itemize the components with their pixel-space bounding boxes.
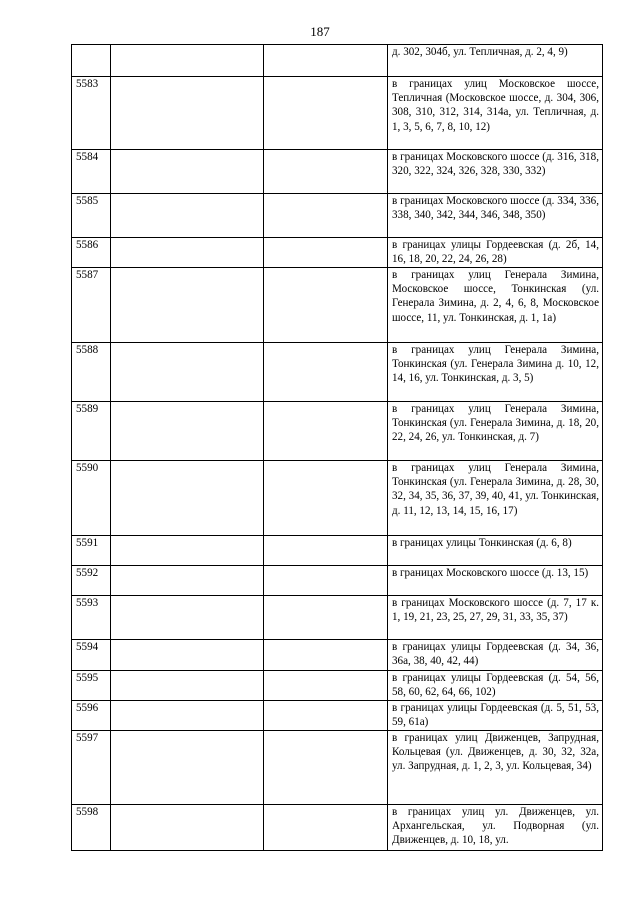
station-number: 5584 [72,150,111,194]
station-number: 5585 [72,194,111,238]
table-row [72,596,603,640]
empty-cell [111,596,264,640]
boundary-description: в границах улиц Генерала Зимина, Тонкинская (ул. Генерала Зимина, д. 18, 20, 22, 24, 26, ул. Тонкинская, д. 7) [388,402,603,461]
table-row [72,536,603,566]
empty-cell [264,640,388,671]
empty-cell [111,268,264,343]
empty-cell [264,536,388,566]
table-row [72,731,603,805]
table-row [72,268,603,343]
empty-cell [264,150,388,194]
empty-cell [111,701,264,731]
boundary-description: в границах улиц Движенцев, Запрудная, Кольцевая (ул. Движенцев, д. 30, 32, 32а, ул. Запрудная, д. 1, 2, 3, ул. Кольцевая, 34) [388,731,603,805]
table-row [72,701,603,731]
empty-cell [264,402,388,461]
empty-cell [111,77,264,150]
empty-cell [111,566,264,596]
empty-cell [111,805,264,851]
boundary-description: в границах улицы Гордеевская (д. 54, 56, 58, 60, 62, 64, 66, 102) [388,671,603,701]
empty-cell [111,343,264,402]
boundary-description: в границах Московского шоссе (д. 13, 15) [388,566,603,596]
empty-cell [264,77,388,150]
table-row [72,461,603,536]
station-number: 5588 [72,343,111,402]
table-row [72,45,603,77]
boundary-description: в границах улиц Московское шоссе, Тепличная (Московское шоссе, д. 304, 306, 308, 310, 312, 314, 314а, ул. Тепличная, д. 1, 3, 5, 6, 7, 8, 10, 12) [388,77,603,150]
empty-cell [111,402,264,461]
station-number: 5597 [72,731,111,805]
table-row [72,77,603,150]
empty-cell [111,640,264,671]
empty-cell [264,671,388,701]
boundary-description: в границах улицы Гордеевская (д. 2б, 14, 16, 18, 20, 22, 24, 26, 28) [388,238,603,268]
page-number: 187 [310,24,330,39]
boundary-description: в границах улиц Генерала Зимина, Московское шоссе, Тонкинская (ул. Генерала Зимина, д. 2, 4, 6, 8, Московское шоссе, 11, ул. Тонкинская, д. 1, 1а) [388,268,603,343]
polling-stations-table [71,44,603,851]
table-row [72,805,603,851]
station-number: 5589 [72,402,111,461]
empty-cell [264,731,388,805]
station-number: 5596 [72,701,111,731]
station-number: 5595 [72,671,111,701]
empty-cell [264,268,388,343]
table-row [72,640,603,671]
table-row [72,402,603,461]
empty-cell [111,536,264,566]
boundary-description: в границах Московского шоссе (д. 7, 17 к. 1, 19, 21, 23, 25, 27, 29, 31, 33, 35, 37) [388,596,603,640]
empty-cell [264,461,388,536]
boundary-description: в границах улиц ул. Движенцев, ул. Архангельская, ул. Подворная (ул. Движенцев, д. 10, 18, ул. [388,805,603,851]
station-number [72,45,111,77]
boundary-description: в границах улицы Гордеевская (д. 34, 36, 36а, 38, 40, 42, 44) [388,640,603,671]
empty-cell [264,45,388,77]
empty-cell [264,805,388,851]
boundary-description: в границах Московского шоссе (д. 316, 318, 320, 322, 324, 326, 328, 330, 332) [388,150,603,194]
table-row [72,343,603,402]
station-number: 5583 [72,77,111,150]
boundary-description: в границах Московского шоссе (д. 334, 336, 338, 340, 342, 344, 346, 348, 350) [388,194,603,238]
empty-cell [111,461,264,536]
station-number: 5586 [72,238,111,268]
empty-cell [111,45,264,77]
station-number: 5590 [72,461,111,536]
station-number: 5592 [72,566,111,596]
empty-cell [111,150,264,194]
station-number: 5593 [72,596,111,640]
boundary-description: в границах улицы Гордеевская (д. 5, 51, 53, 59, 61а) [388,701,603,731]
empty-cell [111,194,264,238]
empty-cell [264,566,388,596]
table-row [72,150,603,194]
boundary-description: д. 302, 304б, ул. Тепличная, д. 2, 4, 9) [388,45,603,77]
empty-cell [264,701,388,731]
table-row [72,238,603,268]
empty-cell [264,194,388,238]
table-row [72,194,603,238]
station-number: 5598 [72,805,111,851]
station-number: 5594 [72,640,111,671]
boundary-description: в границах улиц Генерала Зимина, Тонкинская (ул. Генерала Зимина, д. 28, 30, 32, 34, 35, 36, 37, 39, 40, 41, ул. Тонкинская, д. 11, 12, 13, 14, 15, 16, 17) [388,461,603,536]
empty-cell [111,238,264,268]
table-row [72,671,603,701]
station-number: 5591 [72,536,111,566]
boundary-description: в границах улиц Генерала Зимина, Тонкинская (ул. Генерала Зимина д. 10, 12, 14, 16, ул. Тонкинская, д. 3, 5) [388,343,603,402]
empty-cell [264,343,388,402]
empty-cell [111,731,264,805]
station-number: 5587 [72,268,111,343]
table-row [72,566,603,596]
empty-cell [264,238,388,268]
boundary-description: в границах улицы Тонкинская (д. 6, 8) [388,536,603,566]
empty-cell [111,671,264,701]
empty-cell [264,596,388,640]
